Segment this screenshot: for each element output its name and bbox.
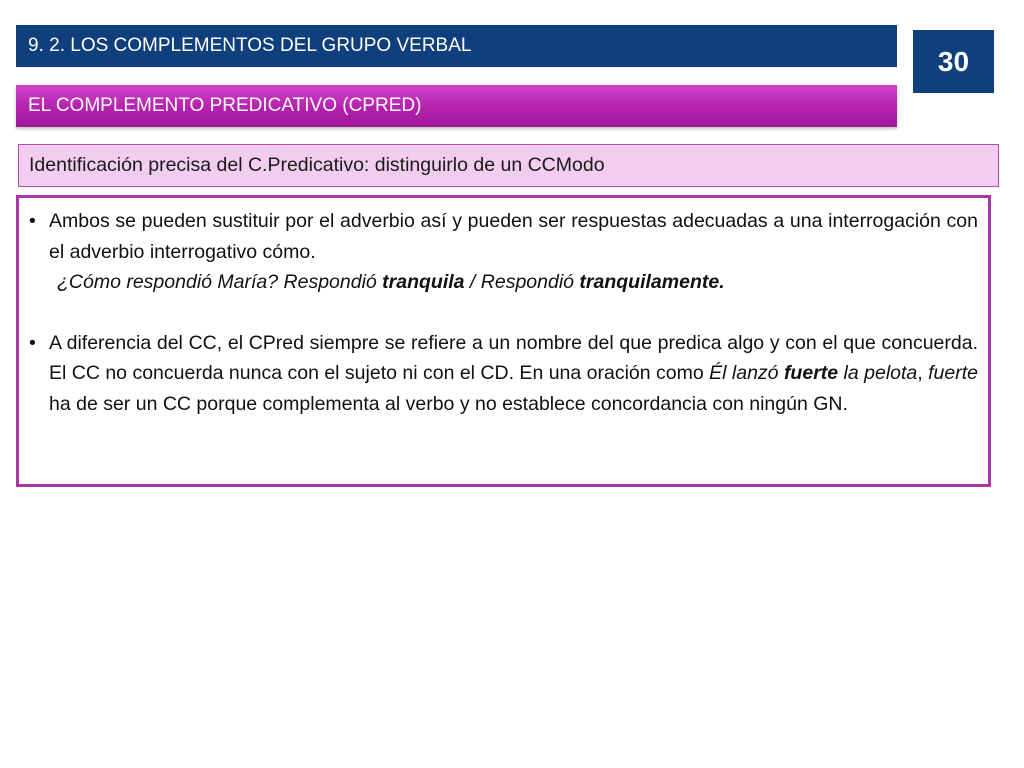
example-text: ¿Cómo respondió María? Respondió [57, 271, 383, 293]
bullet-1-text: Ambos se pueden sustituir por el adverbio así y pueden ser respuestas adecuadas a una interrogación con el adverbio interrogativo cómo. [49, 210, 978, 263]
bullet-2-text: ha de ser un CC porque complementa al verbo y no establece concordancia con ningún GN. [49, 392, 848, 415]
subsection-title: EL COMPLEMENTO PREDICATIVO (CPRED) [16, 85, 897, 127]
content-panel [16, 195, 991, 487]
bullet-marker: • [29, 331, 36, 354]
example-italic: Él lanzó [709, 362, 784, 384]
example-bold-word: tranquilamente. [579, 271, 725, 293]
example-italic: fuerte [928, 362, 978, 384]
slide-number: 30 [913, 30, 994, 93]
example-italic: la pelota [838, 362, 918, 384]
bullet-2-text: , [917, 362, 929, 384]
example-bold-word: tranquila [382, 271, 465, 293]
bullet-2-text: A diferencia del CC, el CPred siempre se refiere a un nombre del que predica algo y con el que concuerda. El CC no concuerda nunca con el sujeto ni con el CD. En una oración como [49, 331, 978, 384]
section-title: 9. 2. LOS COMPLEMENTOS DEL GRUPO VERBAL [16, 25, 897, 67]
bullet-marker: • [29, 210, 36, 232]
example-bold-word: fuerte [783, 362, 839, 384]
spacer [29, 298, 978, 328]
topic-heading: Identificación precisa del C.Predicativo: distinguirlo de un CCModo [18, 144, 999, 187]
bullet-1-example [49, 267, 978, 298]
example-text: / Respondió [464, 271, 580, 293]
bullet-item-1 [29, 206, 978, 298]
bullet-item-2 [29, 328, 978, 420]
